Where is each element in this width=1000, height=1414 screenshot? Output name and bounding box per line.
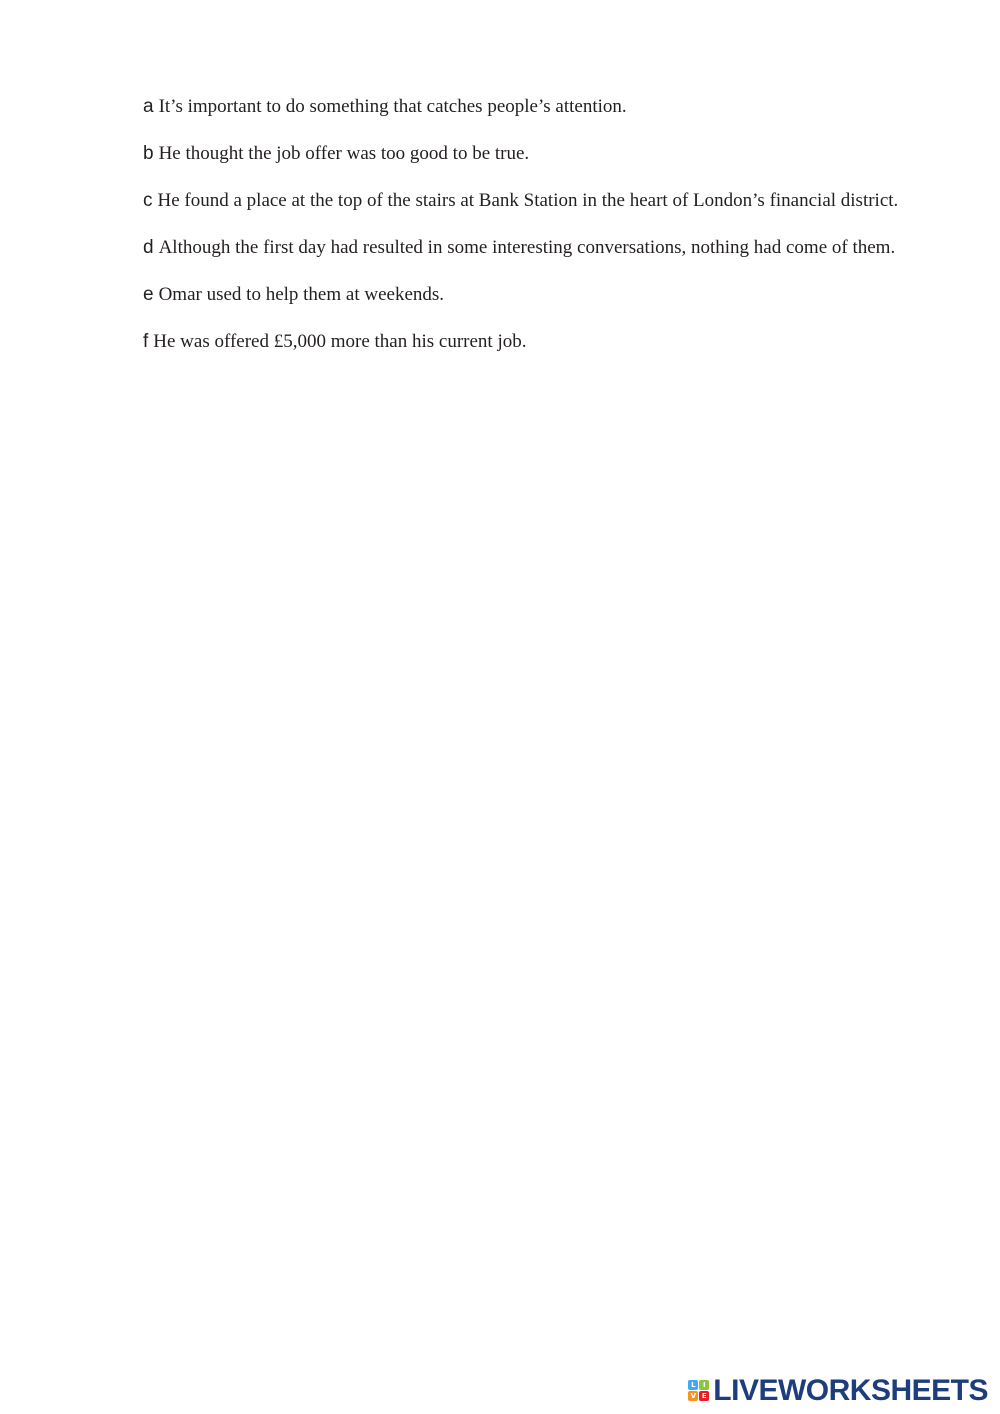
- item-text: It’s important to do something that catches people’s attention.: [158, 96, 627, 117]
- item-text: He thought the job offer was too good to be true.: [158, 143, 530, 164]
- live-logo-icon: L I V E: [688, 1380, 710, 1402]
- item-letter: a: [143, 96, 154, 117]
- sentence-item-e: [143, 283, 923, 307]
- brand-wordmark: LIVEWORKSHEETS: [713, 1374, 988, 1407]
- liveworksheets-logo[interactable]: [688, 1376, 988, 1406]
- sentence-list: [143, 95, 923, 377]
- item-text: He was offered £5,000 more than his current job.: [153, 331, 527, 352]
- item-letter: c: [143, 190, 153, 211]
- sentence-item-d: [143, 236, 923, 260]
- sentence-item-c: [143, 189, 923, 213]
- item-letter: e: [143, 284, 154, 305]
- item-letter: d: [143, 237, 154, 258]
- sentence-item-b: [143, 142, 923, 166]
- item-text: Although the first day had resulted in some interesting conversations, nothing had come of them.: [158, 237, 896, 258]
- item-letter: f: [143, 331, 149, 352]
- sentence-item-a: [143, 95, 923, 119]
- sentence-item-f: [143, 330, 923, 354]
- item-letter: b: [143, 143, 154, 164]
- item-text: Omar used to help them at weekends.: [158, 284, 445, 305]
- item-text: He found a place at the top of the stairs at Bank Station in the heart of London’s financial district.: [157, 190, 899, 211]
